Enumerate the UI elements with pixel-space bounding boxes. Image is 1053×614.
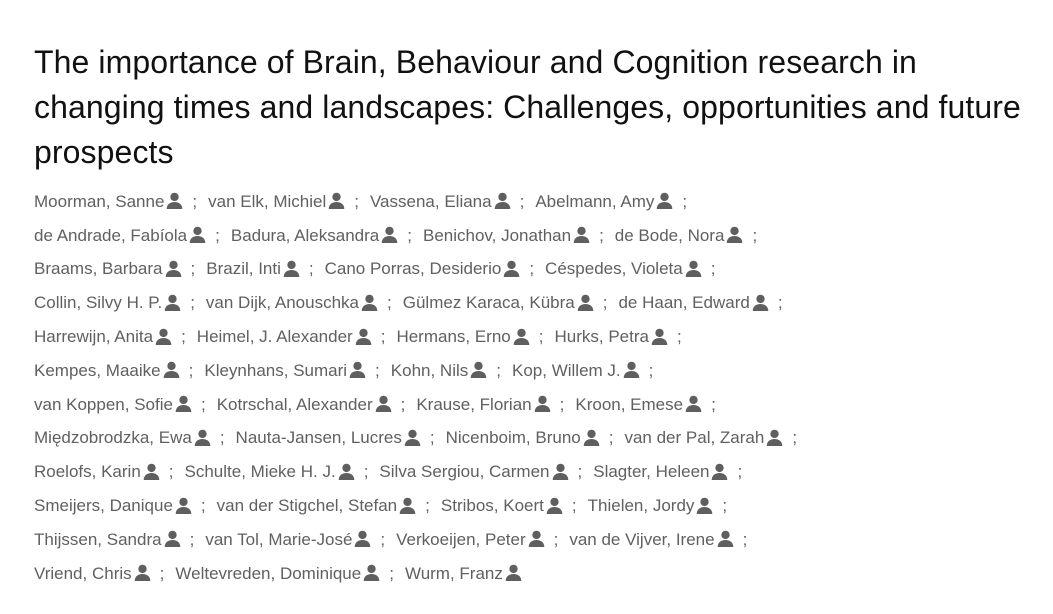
author-name: Abelmann, Amy — [535, 191, 655, 211]
author-list — [34, 185, 1034, 591]
author-separator: ; — [380, 529, 386, 549]
person-icon — [751, 293, 770, 312]
author-separator: ; — [792, 428, 798, 448]
author-name: Schulte, Mieke H. J. — [184, 462, 336, 482]
author-link[interactable] — [175, 564, 381, 584]
author-name: Collin, Silvy H. P. — [34, 293, 163, 313]
person-icon — [695, 496, 714, 515]
author-name: Badura, Aleksandra — [230, 225, 380, 245]
author-name: Nicenboim, Bruno — [445, 428, 581, 448]
author-link[interactable] — [379, 462, 569, 482]
person-icon — [403, 428, 422, 447]
author-link[interactable] — [441, 496, 564, 516]
author-link[interactable] — [34, 564, 152, 584]
author-name: Kempes, Maaike — [34, 360, 161, 380]
author-name: Smeijers, Danique — [34, 496, 173, 516]
person-icon — [655, 191, 674, 210]
author-name: Gülmez Karaca, Kübra — [402, 293, 575, 313]
author-link[interactable] — [416, 395, 551, 415]
author-link[interactable] — [217, 395, 393, 415]
author-separator: ; — [181, 327, 186, 347]
author-link[interactable] — [231, 226, 399, 246]
author-link[interactable] — [204, 361, 367, 381]
author-separator: ; — [777, 293, 783, 313]
person-icon — [188, 225, 207, 244]
author-name: Międzobrodzka, Ewa — [34, 428, 192, 448]
author-separator: ; — [190, 293, 195, 313]
author-separator: ; — [519, 191, 525, 211]
author-name: Vriend, Chris — [34, 563, 132, 583]
author-name: Cano Porras, Desiderio — [324, 259, 502, 279]
person-icon — [398, 496, 417, 515]
author-link[interactable] — [34, 428, 212, 448]
person-icon — [348, 360, 367, 379]
author-link[interactable] — [325, 259, 522, 279]
author-separator: ; — [159, 563, 165, 583]
author-row — [34, 489, 1034, 523]
author-separator: ; — [752, 225, 758, 245]
person-icon — [327, 191, 346, 210]
author-separator: ; — [308, 259, 314, 279]
author-name: van Koppen, Sofie — [34, 394, 173, 414]
author-row — [34, 557, 1034, 591]
author-link[interactable] — [34, 293, 182, 313]
author-name: Nauta-Jansen, Lucres — [235, 428, 402, 448]
author-name: Moorman, Sanne — [34, 191, 165, 211]
author-name: Slagter, Heleen — [593, 462, 710, 482]
author-separator: ; — [354, 191, 359, 211]
author-name: de Andrade, Fabíola — [34, 225, 188, 245]
author-name: Kleynhans, Sumari — [204, 360, 348, 380]
author-link[interactable] — [34, 496, 193, 516]
author-name: Krause, Florian — [416, 394, 532, 414]
author-link[interactable] — [569, 530, 734, 550]
author-name: Verkoeijen, Peter — [396, 529, 526, 549]
author-name: van der Stigchel, Stefan — [216, 496, 398, 516]
author-separator: ; — [219, 428, 225, 448]
author-link[interactable] — [545, 259, 703, 279]
person-icon — [576, 293, 595, 312]
author-row — [34, 354, 1034, 388]
author-link[interactable] — [396, 327, 530, 347]
author-separator: ; — [425, 496, 430, 516]
person-icon — [533, 394, 552, 413]
author-separator: ; — [553, 529, 559, 549]
author-separator: ; — [189, 529, 195, 549]
person-icon — [622, 360, 641, 379]
person-icon — [165, 191, 184, 210]
author-name: van Elk, Michiel — [208, 191, 327, 211]
person-icon — [282, 259, 301, 278]
author-link[interactable] — [206, 293, 379, 313]
author-separator: ; — [375, 360, 380, 380]
author-separator: ; — [648, 360, 654, 380]
person-icon — [164, 259, 183, 278]
person-icon — [469, 360, 488, 379]
person-icon — [360, 293, 379, 312]
author-separator: ; — [190, 259, 196, 279]
author-name: van der Pal, Zarah — [624, 428, 765, 448]
author-name: Stribos, Koert — [440, 496, 544, 516]
author-separator: ; — [407, 225, 412, 245]
author-link[interactable] — [236, 428, 422, 448]
author-name: Kohn, Nils — [390, 360, 469, 380]
author-separator: ; — [676, 327, 682, 347]
author-separator: ; — [168, 462, 174, 482]
person-icon — [572, 225, 591, 244]
person-icon — [765, 428, 784, 447]
author-link[interactable] — [34, 192, 184, 212]
author-name: Kroon, Emese — [575, 394, 684, 414]
author-name: Hermans, Erno — [396, 327, 511, 347]
author-separator: ; — [192, 191, 198, 211]
author-link[interactable] — [34, 462, 161, 482]
person-icon — [154, 327, 173, 346]
author-name: Brazil, Inti — [206, 259, 281, 279]
author-separator: ; — [200, 496, 206, 516]
author-separator: ; — [710, 259, 716, 279]
author-name: Céspedes, Violeta — [545, 259, 683, 279]
author-separator: ; — [742, 529, 748, 549]
author-separator: ; — [737, 462, 743, 482]
author-name: de Haan, Edward — [618, 293, 750, 313]
author-link[interactable] — [370, 192, 512, 212]
author-link[interactable] — [34, 361, 181, 381]
author-name: Harrewijn, Anita — [34, 327, 154, 347]
person-icon — [162, 360, 181, 379]
author-row — [34, 523, 1034, 557]
author-name: van de Vijver, Irene — [569, 529, 715, 549]
person-icon — [362, 563, 381, 582]
author-name: van Tol, Marie-José — [205, 529, 353, 549]
author-link[interactable] — [205, 530, 372, 550]
person-icon — [142, 462, 161, 481]
person-icon — [512, 327, 531, 346]
author-separator: ; — [188, 360, 194, 380]
person-icon — [545, 496, 564, 515]
person-icon — [684, 259, 703, 278]
author-name: Hurks, Petra — [554, 327, 649, 347]
author-link[interactable] — [185, 462, 356, 482]
author-name: Heimel, J. Alexander — [196, 327, 353, 347]
author-link[interactable] — [34, 395, 193, 415]
person-icon — [502, 259, 521, 278]
author-link[interactable] — [206, 259, 301, 279]
author-link[interactable] — [593, 462, 729, 482]
person-icon — [650, 327, 669, 346]
person-icon — [354, 327, 373, 346]
person-icon — [193, 428, 212, 447]
person-icon — [725, 225, 744, 244]
author-link[interactable] — [34, 226, 207, 246]
author-row — [34, 388, 1034, 422]
person-icon — [504, 563, 523, 582]
person-icon — [174, 496, 193, 515]
author-separator: ; — [429, 428, 435, 448]
author-link[interactable] — [405, 564, 523, 584]
author-name: Kotrschal, Alexander — [216, 394, 373, 414]
author-separator: ; — [496, 360, 501, 380]
author-separator: ; — [599, 225, 604, 245]
author-name: Silva Sergiou, Carmen — [379, 462, 550, 482]
author-separator: ; — [387, 293, 392, 313]
author-separator: ; — [538, 327, 544, 347]
author-name: Thielen, Jordy — [587, 496, 695, 516]
person-icon — [716, 529, 735, 548]
author-separator: ; — [682, 191, 688, 211]
person-icon — [493, 191, 512, 210]
author-separator: ; — [602, 293, 608, 313]
person-icon — [163, 293, 182, 312]
author-link[interactable] — [208, 192, 346, 212]
author-name: van Dijk, Anouschka — [205, 293, 360, 313]
author-name: Roelofs, Karin — [34, 462, 141, 482]
article-header — [34, 40, 1034, 591]
author-link[interactable] — [396, 530, 545, 550]
author-row — [34, 219, 1034, 253]
author-name: Thijssen, Sandra — [34, 529, 162, 549]
author-name: Weltevreden, Dominique — [175, 563, 362, 583]
author-separator: ; — [577, 462, 583, 482]
author-name: Kop, Willem J. — [512, 360, 621, 380]
author-separator: ; — [389, 563, 394, 583]
author-separator: ; — [722, 496, 728, 516]
author-link[interactable] — [391, 361, 488, 381]
author-link[interactable] — [34, 259, 183, 279]
author-row — [34, 320, 1034, 354]
person-icon — [684, 394, 703, 413]
author-link[interactable] — [555, 327, 669, 347]
author-name: Braams, Barbara — [34, 259, 163, 279]
person-icon — [582, 428, 601, 447]
person-icon — [337, 462, 356, 481]
author-link[interactable] — [618, 293, 769, 313]
author-row — [34, 455, 1034, 489]
author-name: Wurm, Franz — [404, 563, 503, 583]
author-name: Benichov, Jonathan — [422, 225, 572, 245]
author-separator: ; — [608, 428, 614, 448]
author-link[interactable] — [34, 530, 182, 550]
author-link[interactable] — [423, 226, 591, 246]
author-name: de Bode, Nora — [614, 225, 725, 245]
author-link[interactable] — [403, 293, 595, 313]
author-separator: ; — [400, 394, 406, 414]
author-separator: ; — [363, 462, 369, 482]
article-title: The importance of Brain, Behaviour and Cognition research in changing times and landscapes: Challenges, opportunities and future prospects — [34, 44, 1021, 170]
author-link[interactable] — [217, 496, 418, 516]
person-icon — [551, 462, 570, 481]
author-separator: ; — [200, 394, 206, 414]
author-separator: ; — [529, 259, 535, 279]
author-link[interactable] — [512, 361, 641, 381]
person-icon — [174, 394, 193, 413]
author-link[interactable] — [34, 327, 173, 347]
person-icon — [527, 529, 546, 548]
author-row — [34, 422, 1034, 456]
author-separator: ; — [215, 225, 220, 245]
person-icon — [353, 529, 372, 548]
author-separator: ; — [380, 327, 386, 347]
person-icon — [374, 394, 393, 413]
person-icon — [710, 462, 729, 481]
author-link[interactable] — [197, 327, 373, 347]
person-icon — [133, 563, 152, 582]
author-link[interactable] — [535, 192, 674, 212]
person-icon — [163, 529, 182, 548]
author-name: Vassena, Eliana — [369, 191, 492, 211]
author-row — [34, 253, 1034, 287]
author-separator: ; — [559, 394, 565, 414]
author-link[interactable] — [588, 496, 715, 516]
author-link[interactable] — [615, 226, 745, 246]
author-separator: ; — [711, 394, 716, 414]
author-link[interactable] — [446, 428, 601, 448]
person-icon — [380, 225, 399, 244]
author-link[interactable] — [575, 395, 703, 415]
author-row — [34, 185, 1034, 219]
author-row — [34, 286, 1034, 320]
author-separator: ; — [571, 496, 577, 516]
author-link[interactable] — [624, 428, 784, 448]
